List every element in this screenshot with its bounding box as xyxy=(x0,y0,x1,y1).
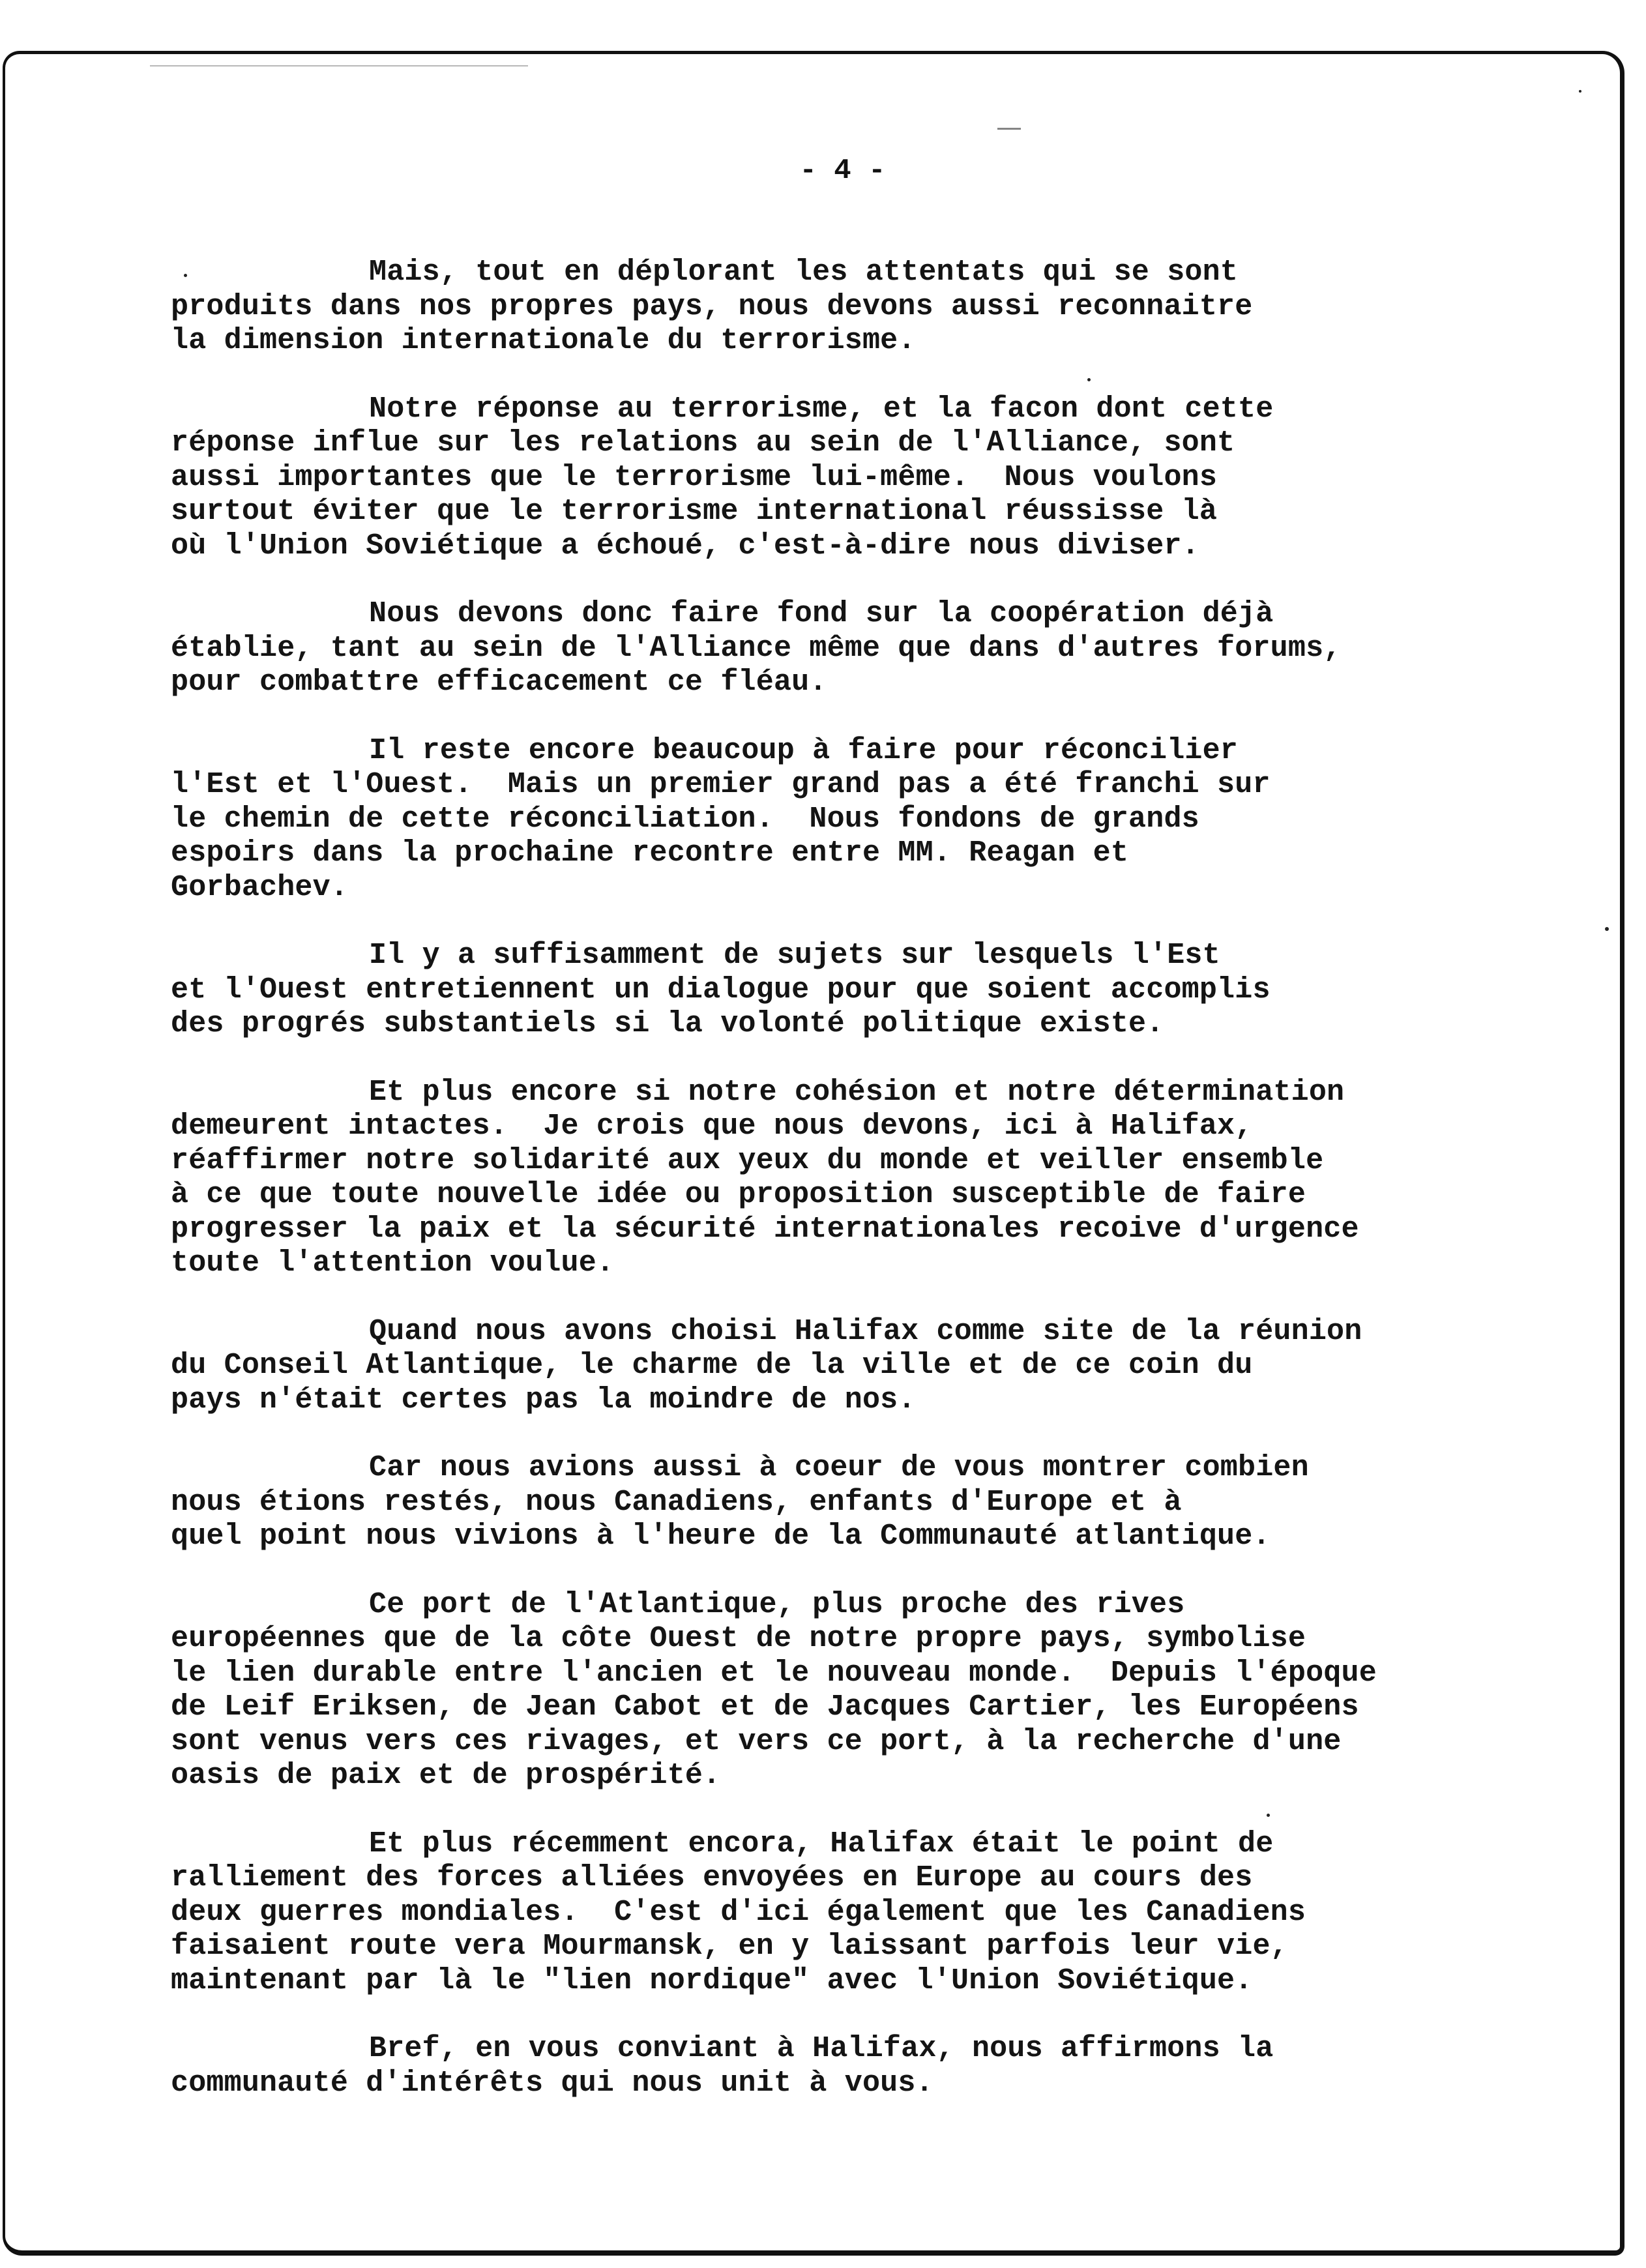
text-line: Ce port de l'Atlantique, plus proche des rives xyxy=(369,1587,1185,1621)
paragraph xyxy=(171,1315,1638,1418)
text-line: des progrés substantiels si la volonté politique existe. xyxy=(171,1007,1164,1040)
text-line: deux guerres mondiales. C'est d'ici également que les Canadiens xyxy=(171,1895,1306,1929)
text-line: oasis de paix et de prospérité. xyxy=(171,1759,721,1792)
text-line: demeurent intactes. Je crois que nous devons, ici à Halifax, xyxy=(171,1110,1253,1143)
text-line: Gorbachev. xyxy=(171,870,349,904)
scan-speck xyxy=(1579,90,1581,93)
text-line: le lien durable entre l'ancien et le nouveau monde. Depuis l'époque xyxy=(171,1656,1377,1690)
paragraph xyxy=(171,392,1638,564)
text-line: réponse influe sur les relations au sein de l'Alliance, sont xyxy=(171,426,1235,460)
text-line: européennes que de la côte Ouest de notre propre pays, symbolise xyxy=(171,1622,1306,1655)
text-line: communauté d'intérêts qui nous unit à vous. xyxy=(171,2066,933,2100)
text-line: ralliement des forces alliées envoyées en Europe au cours des xyxy=(171,1861,1253,1894)
text-line: faisaient route vera Mourmansk, en y laissant parfois leur vie, xyxy=(171,1930,1288,1963)
paragraph xyxy=(171,734,1638,906)
paragraph xyxy=(171,1451,1638,1554)
scan-artifact xyxy=(997,128,1021,130)
text-line: Mais, tout en déplorant les attentats qui se sont xyxy=(369,256,1239,289)
paragraph xyxy=(171,1827,1638,1999)
paragraph xyxy=(171,1588,1638,1793)
text-line: la dimension internationale du terrorisme. xyxy=(171,324,916,357)
text-line: Il y a suffisamment de sujets sur lesquels l'Est xyxy=(369,939,1220,972)
paragraph xyxy=(171,2032,1638,2100)
text-line: Nous devons donc faire fond sur la coopération déjà xyxy=(369,597,1274,630)
text-line: Et plus encore si notre cohésion et notre détermination xyxy=(369,1075,1345,1109)
text-line: l'Est et l'Ouest. Mais un premier grand pas a été franchi sur xyxy=(171,768,1271,801)
text-line: de Leif Eriksen, de Jean Cabot et de Jacques Cartier, les Européens xyxy=(171,1690,1359,1724)
text-line: le chemin de cette réconciliation. Nous fondons de grands xyxy=(171,802,1199,836)
paragraph xyxy=(171,256,1638,359)
text-line: aussi importantes que le terrorisme lui-même. Nous voulons xyxy=(171,460,1218,494)
paragraph xyxy=(171,939,1638,1042)
page-number: - 4 - xyxy=(799,155,886,187)
letter-body xyxy=(171,256,1638,2134)
text-line: Car nous avions aussi à coeur de vous montrer combien xyxy=(369,1451,1309,1484)
text-line: Et plus récemment encora, Halifax était le point de xyxy=(369,1827,1274,1861)
text-line: pays n'était certes pas la moindre de nos. xyxy=(171,1383,916,1417)
text-line: toute l'attention voulue. xyxy=(171,1246,615,1280)
text-line: Quand nous avons choisi Halifax comme site de la réunion xyxy=(369,1314,1362,1348)
text-line: et l'Ouest entretiennent un dialogue pour que soient accomplis xyxy=(171,973,1271,1007)
scan-artifact xyxy=(150,65,528,66)
text-line: à ce que toute nouvelle idée ou proposition susceptible de faire xyxy=(171,1178,1306,1211)
text-line: Il reste encore beaucoup à faire pour réconcilier xyxy=(369,733,1239,767)
text-line: Notre réponse au terrorisme, et la facon dont cette xyxy=(369,392,1274,426)
text-line: surtout éviter que le terrorisme international réussisse là xyxy=(171,495,1218,528)
text-line: sont venus vers ces rivages, et vers ce port, à la recherche d'une xyxy=(171,1724,1342,1758)
text-line: établie, tant au sein de l'Alliance même que dans d'autres forums, xyxy=(171,631,1342,665)
text-line: espoirs dans la prochaine recontre entre MM. Reagan et xyxy=(171,836,1129,870)
text-line: réaffirmer notre solidarité aux yeux du monde et veiller ensemble xyxy=(171,1143,1324,1177)
paragraph xyxy=(171,1076,1638,1281)
text-line: nous étions restés, nous Canadiens, enfants d'Europe et à xyxy=(171,1485,1182,1519)
text-line: produits dans nos propres pays, nous devons aussi reconnaitre xyxy=(171,289,1253,323)
text-line: pour combattre efficacement ce fléau. xyxy=(171,666,827,699)
text-line: du Conseil Atlantique, le charme de la ville et de ce coin du xyxy=(171,1349,1253,1382)
paragraph xyxy=(171,597,1638,700)
text-line: Bref, en vous conviant à Halifax, nous affirmons la xyxy=(369,2032,1274,2065)
text-line: maintenant par là le "lien nordique" avec l'Union Soviétique. xyxy=(171,1964,1253,1997)
text-line: quel point nous vivions à l'heure de la Communauté atlantique. xyxy=(171,1520,1271,1553)
text-line: progresser la paix et la sécurité internationales recoive d'urgence xyxy=(171,1212,1359,1246)
text-line: où l'Union Soviétique a échoué, c'est-à-dire nous diviser. xyxy=(171,529,1199,563)
